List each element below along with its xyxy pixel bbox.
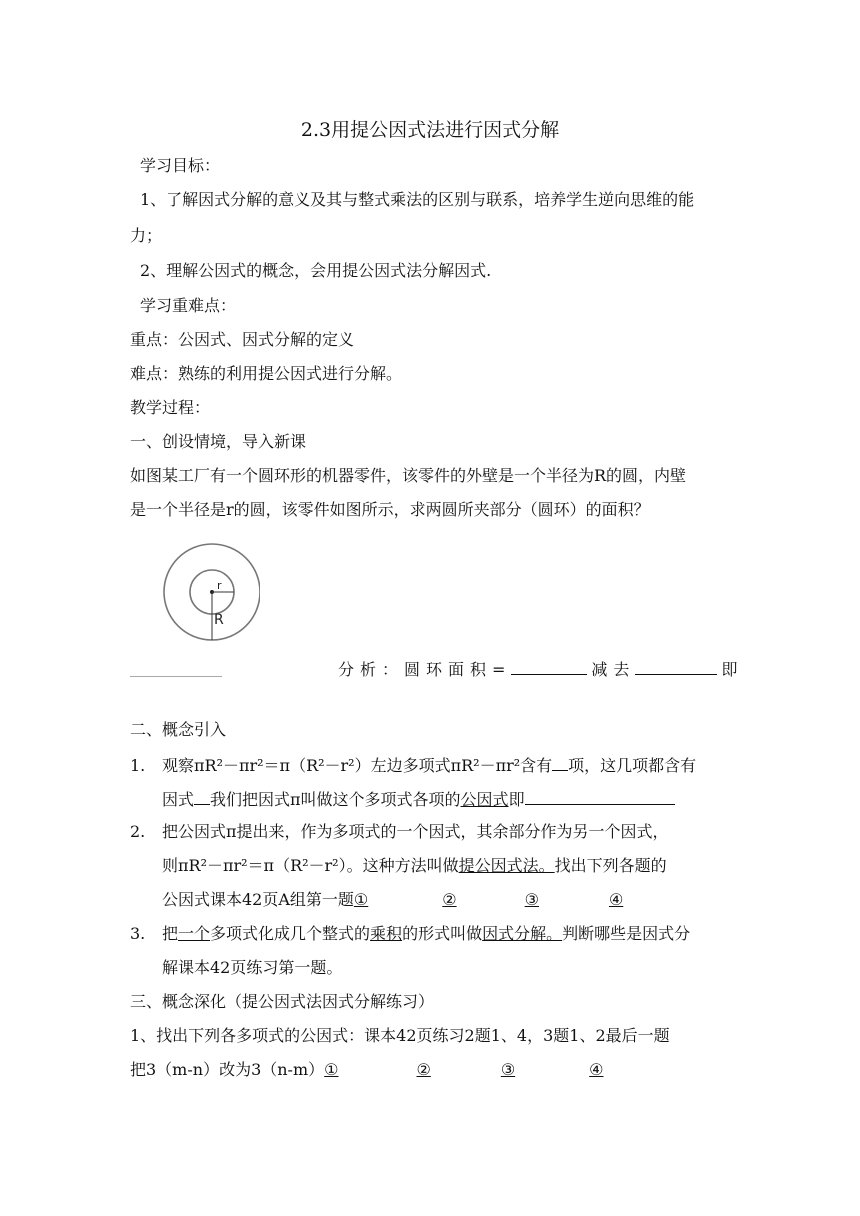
concept-item-1 bbox=[130, 754, 696, 776]
blank-2: ② bbox=[416, 1060, 431, 1079]
analysis-line bbox=[338, 658, 737, 680]
exercise-line-1: 1、找出下列各多项式的公因式：课本42页练习2题1、4，3题1、2最后一题 bbox=[130, 1026, 670, 1045]
concept-item-2 bbox=[130, 822, 669, 842]
common-factor-term: 公因式 bbox=[460, 790, 509, 809]
outer-radius-label: R bbox=[214, 612, 224, 628]
blank-1: ① bbox=[324, 1060, 339, 1079]
concept-item-2-exercise bbox=[162, 890, 688, 910]
item3-one-term: 一个 bbox=[178, 924, 211, 943]
objective-item-1: 1、了解因式分解的意义及其与整式乘法的区别与联系，培养学生逆向思维的能 bbox=[140, 190, 695, 209]
analysis-blank-2[interactable] bbox=[635, 658, 717, 675]
objective-item-1-cont: 力； bbox=[130, 226, 163, 245]
exercise-line-2 bbox=[130, 1060, 692, 1080]
item1-answer-blank[interactable] bbox=[525, 788, 675, 805]
ring-figure bbox=[160, 538, 260, 648]
blank-3: ③ bbox=[500, 1060, 516, 1079]
term-count-blank[interactable] bbox=[552, 754, 568, 771]
concept-item-1-cont bbox=[162, 788, 675, 810]
exercise-text-b: 把3（m-n）改为3（n-m） bbox=[130, 1060, 325, 1079]
item-number: 1. bbox=[130, 756, 146, 775]
concept-item-2-cont bbox=[162, 856, 667, 876]
item2-answer-blanks[interactable] bbox=[354, 890, 688, 910]
item-number: 3. bbox=[130, 924, 146, 943]
exercise-answer-blanks[interactable] bbox=[324, 1060, 692, 1080]
objective-item-2: 2、理解公因式的概念，会用提公因式法分解因式. bbox=[140, 261, 492, 280]
blank-4: ④ bbox=[589, 1060, 604, 1079]
analysis-answer-blank[interactable] bbox=[130, 676, 222, 677]
item1-text-d: 我们把因式π叫做这个多项式各项的 bbox=[210, 790, 461, 809]
analysis-minus: 减去 bbox=[591, 660, 636, 679]
concept-item-3 bbox=[130, 924, 690, 944]
process-heading: 教学过程： bbox=[130, 398, 211, 417]
factorization-term: 因式分解。 bbox=[482, 924, 563, 943]
concept-item-3-cont: 解课本42页练习第一题。 bbox=[162, 958, 343, 977]
section-1-heading: 一、创设情境，导入新课 bbox=[130, 432, 307, 451]
problem-text-2: 是一个半径是r的圆，该零件如图所示，求两圆所夹部分（圆环）的面积？ bbox=[130, 500, 650, 519]
factoring-method-term: 提公因式法。 bbox=[458, 856, 555, 875]
item3-text-e: 的形式叫做 bbox=[402, 924, 483, 943]
item2-text-a: 把公因式π提出来，作为多项式的一个因式，其余部分作为另一个因式， bbox=[162, 822, 669, 841]
section-3-heading: 三、概念深化（提公因式法因式分解练习） bbox=[130, 992, 435, 1011]
item2-text-e: 公因式课本42页A组第一题 bbox=[162, 890, 354, 909]
difficulty-heading: 学习重难点： bbox=[140, 296, 237, 315]
item2-text-b: 则πR²－πr²＝π（R²－r²）。这种方法叫做 bbox=[162, 856, 459, 875]
blank-3: ③ bbox=[524, 890, 539, 909]
section-2-heading: 二、概念引入 bbox=[130, 720, 227, 739]
problem-text-1: 如图某工厂有一个圆环形的机器零件，该零件的外壁是一个半径为R的圆，内壁 bbox=[130, 466, 687, 485]
item3-text-g: 判断哪些是因式分 bbox=[562, 924, 691, 943]
objectives-heading: 学习目标： bbox=[140, 156, 221, 175]
item-number: 2. bbox=[130, 822, 146, 841]
factor-blank[interactable] bbox=[194, 788, 210, 805]
blank-4: ④ bbox=[608, 890, 624, 909]
product-term: 乘积 bbox=[370, 924, 403, 943]
inner-radius-label: r bbox=[217, 579, 222, 592]
blank-2: ② bbox=[442, 890, 457, 909]
page-title: 2.3用提公因式法进行因式分解 bbox=[300, 119, 560, 141]
key-point: 重点：公因式、因式分解的定义 bbox=[130, 330, 355, 349]
analysis-ie: 即 bbox=[721, 660, 738, 679]
item2-text-d: 找出下列各题的 bbox=[554, 856, 667, 875]
analysis-prefix: 分析：圆环面积= bbox=[338, 660, 512, 679]
item1-text-a: 观察πR²－πr²＝π（R²－r²）左边多项式πR²－πr²含有 bbox=[162, 756, 553, 775]
item3-text-c: 多项式化成几个整式的 bbox=[210, 924, 371, 943]
item1-text-b: 项，这几项都含有 bbox=[568, 756, 697, 775]
analysis-blank-1[interactable] bbox=[511, 658, 587, 675]
item1-text-f: 即 bbox=[508, 790, 525, 809]
hard-point: 难点：熟练的利用提公因式进行分解。 bbox=[130, 364, 403, 383]
blank-1: ① bbox=[353, 890, 369, 909]
item1-text-c: 因式 bbox=[162, 790, 195, 809]
item3-text-a: 把 bbox=[162, 924, 179, 943]
